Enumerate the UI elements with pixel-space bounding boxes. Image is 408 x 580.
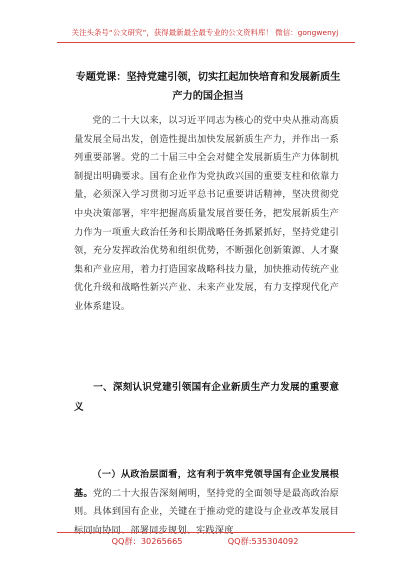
footer-qq-group-1: QQ群：30265665 [111, 536, 183, 546]
document-title: 专题党课：坚持党建引领，切实扛起加快培育和发展新质生产力的国企担当 [75, 71, 341, 102]
section-heading-1: 一、深刻认识党建引领国有企业新质生产力发展的重要意义 [74, 382, 339, 413]
footer [60, 536, 350, 547]
header-banner: 关注头条号“公文研究”，获得最新最全最专业的公文资料库！ 微信：gongwenyj [71, 28, 339, 37]
intro-paragraph: 党的二十大以来，以习近平同志为核心的党中央从推动高质量发展全局出发，创造性提出加快发展新质生产力，并作出一系列重要部署。党的二十届三中全会对健全发展新质生产力体制机制提出明确要求。国有企业作为党执政兴国的重要支柱和依靠力量，必须深入学习贯彻习近平总书记重要讲话精神，坚决贯彻党中央决策部署，牢牢把握高质量发展首要任务，把发展新质生产力作为一项重大政治任务和长期战略任务抓紧抓好，坚持党建引领，充分发挥政治优势和组织优势，不断强化创新策源、人才聚集和产业应用，着力打造国家战略科技力量，加快推动传统产业优化升级和战略性新兴产业、未来产业发展，有力支撑现代化产业体系建设。 [74, 115, 339, 312]
header-divider [57, 42, 355, 43]
subsection-body-1: 党的二十大报告深刻阐明，坚持党的全面领导是最高政治原则。具体到国有企业，关键在于推动党的建设与企业改革发展目标同向协同、部署同步规划、实践深度 [74, 487, 339, 536]
subsection-paragraph-1 [74, 466, 339, 540]
footer-qq-group-2: QQ群:535304092 [227, 536, 299, 546]
subsection-lead-1: （一）从政治层面看，这有利于筑牢党领导国有企业发展根基。 [74, 469, 339, 499]
footer-divider [57, 532, 355, 533]
